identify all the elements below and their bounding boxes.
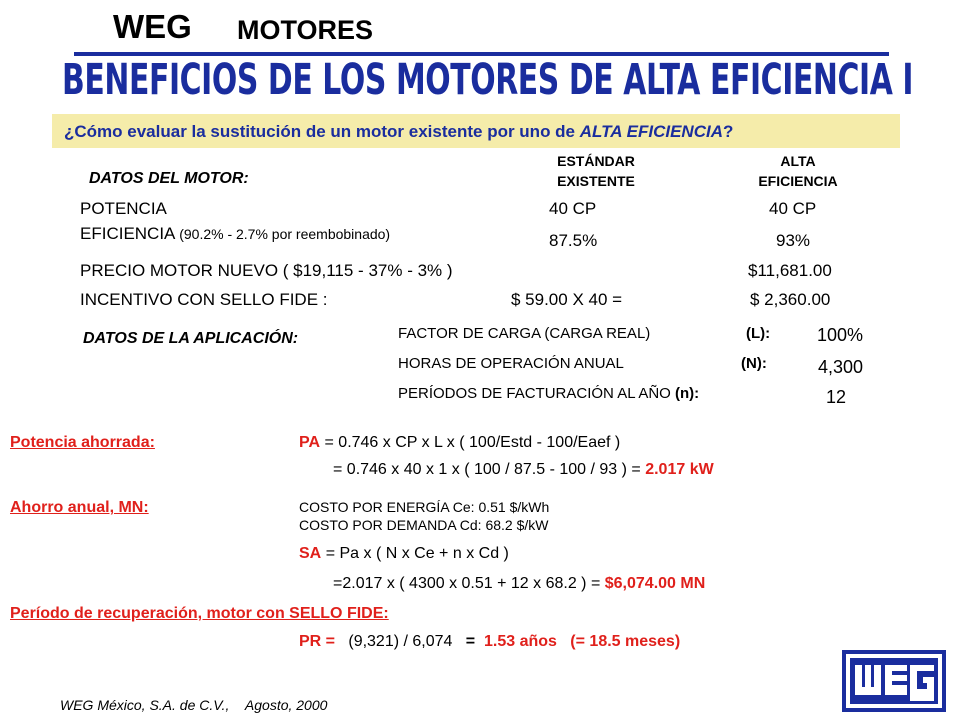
question-emphasis: ALTA EFICIENCIA xyxy=(579,122,723,141)
brand-subtitle: MOTORES xyxy=(237,15,374,45)
page-title: BENEFICIOS DE LOS MOTORES DE ALTA EFICIENCIA I xyxy=(62,56,914,105)
brand-name: WEG xyxy=(113,8,192,45)
motor-section-label: DATOS DEL MOTOR: xyxy=(89,170,249,187)
sa-formula xyxy=(299,545,509,563)
recuperacion-label: Período de recuperación, motor con SELLO FIDE: xyxy=(10,605,389,622)
eficiencia-standard: 87.5% xyxy=(549,231,598,250)
pr-symbol: PR = xyxy=(299,633,336,650)
eficiencia-high: 93% xyxy=(776,231,811,250)
app-row-load-label: FACTOR DE CARGA (CARGA REAL) xyxy=(398,325,651,342)
eficiencia-note: (90.2% - 2.7% por reembobinado) xyxy=(179,226,391,242)
sa-result: $6,074.00 MN xyxy=(604,575,706,592)
question-prefix: ¿Cómo evaluar la sustitución de un motor existente por uno de xyxy=(64,122,580,141)
potencia-ahorrada-label: Potencia ahorrada: xyxy=(10,434,155,451)
column-header-high-line2: EFICIENCIA xyxy=(758,173,838,189)
app-row-load-code: (L): xyxy=(746,325,771,342)
precio-label: PRECIO MOTOR NUEVO ( $19,115 - 37% - 3% ) xyxy=(80,261,453,280)
app-row-periods-value: 12 xyxy=(826,387,847,407)
pr-result: 1.53 años xyxy=(484,633,557,650)
sa-substituted-text: =2.017 x ( 4300 x 0.51 + 12 x 68.2 ) = xyxy=(333,575,601,592)
costo-demanda: COSTO POR DEMANDA Cd: 68.2 $/kW xyxy=(299,517,549,533)
pr-line xyxy=(299,633,680,651)
pr-equals: = xyxy=(465,633,476,650)
pa-result: 2.017 kW xyxy=(645,461,714,478)
column-header-high-line1: ALTA xyxy=(780,153,816,169)
footer-date: Agosto, 2000 xyxy=(244,697,328,713)
app-row-periods-code: (n): xyxy=(675,385,700,402)
potencia-standard: 40 CP xyxy=(549,199,597,218)
incentivo-high: $ 2,360.00 xyxy=(750,290,831,309)
precio-high: $11,681.00 xyxy=(748,261,832,280)
pa-formula xyxy=(299,434,620,452)
eficiencia-label xyxy=(80,224,390,244)
app-row-hours-label: HORAS DE OPERACIÓN ANUAL xyxy=(398,355,624,372)
footer-company: WEG México, S.A. de C.V., xyxy=(60,697,230,713)
pr-calc: (9,321) / 6,074 xyxy=(348,633,453,650)
column-header-standard xyxy=(526,151,666,191)
pa-symbol: PA xyxy=(299,434,321,451)
costo-energia: COSTO POR ENERGÍA Ce: 0.51 $/kWh xyxy=(299,499,550,515)
sa-symbol: SA xyxy=(299,545,322,562)
column-header-standard-line2: EXISTENTE xyxy=(557,173,635,189)
incentivo-calc: $ 59.00 X 40 = xyxy=(511,290,623,309)
potencia-label: POTENCIA xyxy=(80,199,167,218)
application-section-label: DATOS DE LA APLICACIÓN: xyxy=(83,330,299,347)
incentivo-label: INCENTIVO CON SELLO FIDE : xyxy=(80,290,328,309)
footer xyxy=(60,697,327,713)
pa-formula-text: = 0.746 x CP x L x ( 100/Estd - 100/Eaef ) xyxy=(324,434,621,451)
column-header-high xyxy=(728,151,868,191)
app-row-hours-value: 4,300 xyxy=(818,357,864,377)
eficiencia-label-text: EFICIENCIA xyxy=(80,224,175,243)
app-row-periods-label xyxy=(398,385,699,402)
app-row-load-value: 100% xyxy=(817,325,864,345)
sa-substituted xyxy=(333,575,705,593)
weg-logo-icon xyxy=(842,650,946,712)
sa-formula-text: = Pa x ( N x Ce + n x Cd ) xyxy=(325,545,509,562)
column-header-standard-line1: ESTÁNDAR xyxy=(557,153,635,169)
app-row-hours-code: (N): xyxy=(741,355,767,372)
question-text xyxy=(64,122,733,142)
ahorro-anual-label: Ahorro anual, MN: xyxy=(10,499,149,516)
potencia-high: 40 CP xyxy=(769,199,817,218)
pa-substituted-text: = 0.746 x 40 x 1 x ( 100 / 87.5 - 100 / 93 ) = xyxy=(333,461,641,478)
app-row-periods-label-text: PERÍODOS DE FACTURACIÓN AL AÑO xyxy=(398,385,671,402)
pr-months: (= 18.5 meses) xyxy=(570,633,681,650)
pa-substituted xyxy=(333,461,714,479)
question-suffix: ? xyxy=(722,122,734,141)
